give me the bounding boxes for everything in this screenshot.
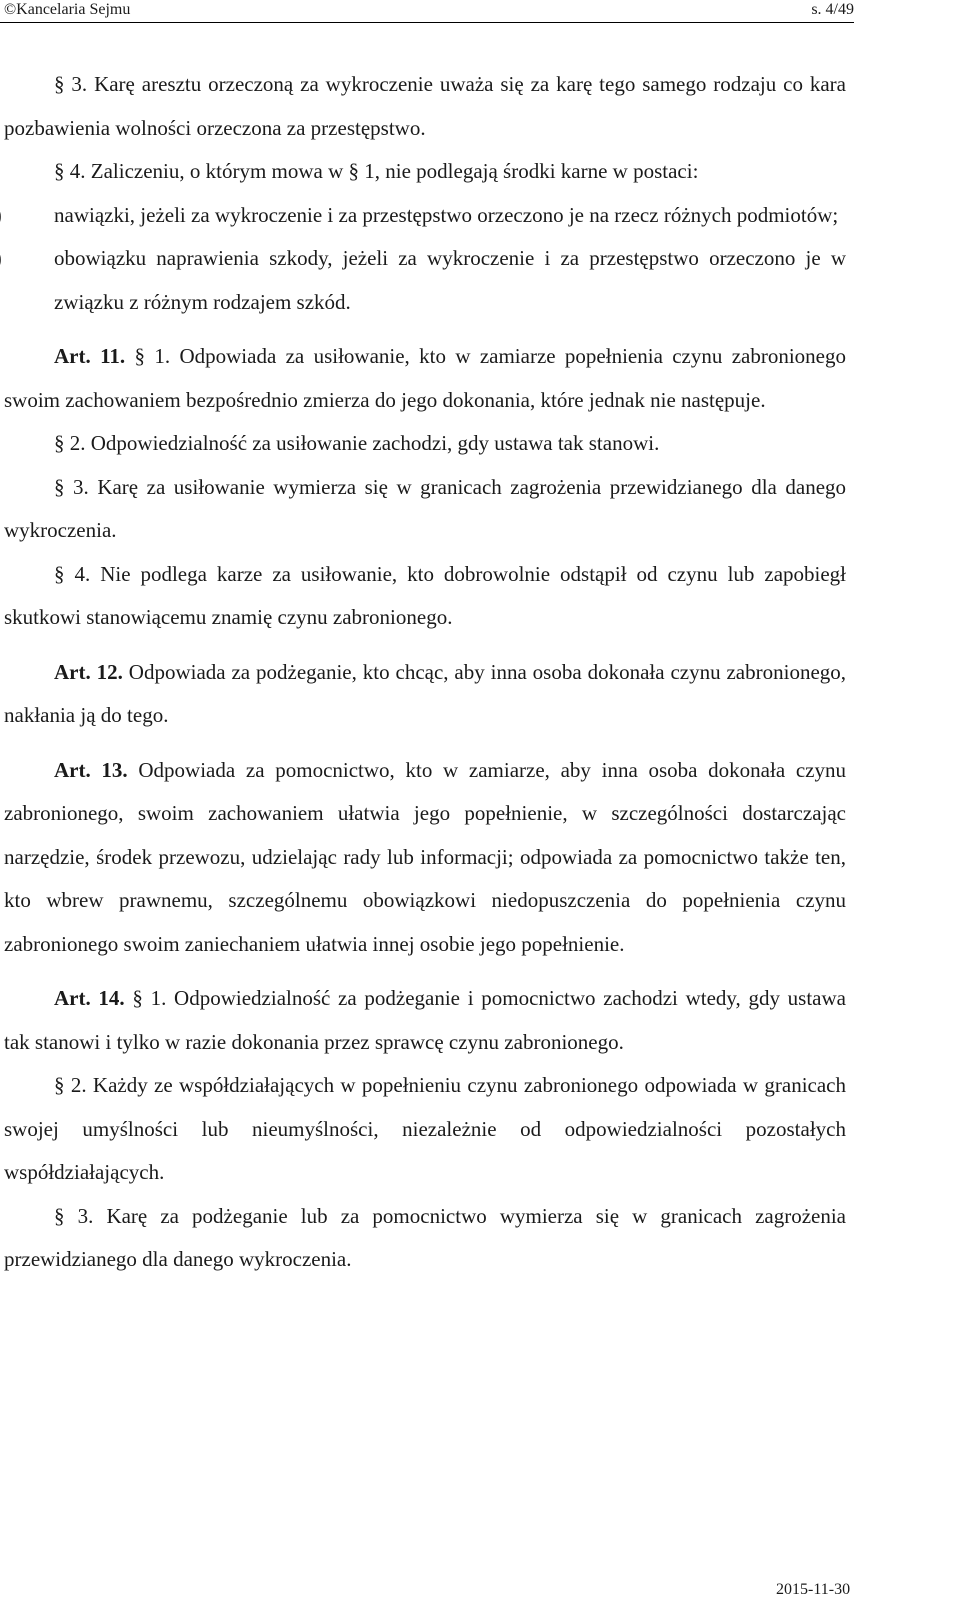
paragraph	[4, 466, 846, 553]
page-header	[0, 0, 854, 23]
paragraph-text: Odpowiada za podżeganie, kto chcąc, aby inna osoba dokonała czynu zabronionego, nakłania ją do tego.	[4, 659, 847, 727]
paragraph-number: § 4.	[54, 159, 86, 183]
paragraph	[4, 553, 846, 640]
list-item	[4, 194, 846, 238]
document-body	[4, 63, 846, 1282]
paragraph-number: § 3.	[54, 474, 89, 499]
article-label: Art. 14.	[54, 986, 125, 1010]
paragraph-text: Odpowiedzialność za podżeganie i pomocnictwo zachodzi wtedy, gdy ustawa tak stanowi i tylko w razie dokonania przez sprawcę czynu zabronionego.	[4, 986, 846, 1054]
paragraph	[4, 63, 846, 150]
paragraph-text: Zaliczeniu, o którym mowa w § 1, nie podlegają środki karne w postaci:	[90, 159, 699, 183]
paragraph-number: § 2.	[54, 1073, 87, 1097]
paragraph-text: Odpowiada za usiłowanie, kto w zamiarze popełnienia czynu zabronionego swoim zachowaniem bezpośrednio zmierza do jego dokonania, które jednak nie następuje.	[4, 344, 847, 412]
paragraph-text: Odpowiada za pomocnictwo, kto w zamiarze, aby inna osoba dokonała czynu zabronionego, swoim zachowaniem ułatwia jego popełnienie, w szczególności dostarczając narzędzie, środek przewozu, udzielając rady lub informacji; odpowiada za pomocnictwo także ten, kto wbrew prawnemu, szczególnemu obowiązkowi niedopuszczenia do popełnienia czynu zabronionego swoim zaniechaniem ułatwia innej osobie jego popełnienie.	[4, 757, 846, 956]
list-item	[4, 237, 846, 324]
paragraph-number: § 3.	[54, 72, 88, 96]
article-11	[4, 335, 846, 422]
list-item-number	[4, 194, 32, 238]
paragraph-number: § 2.	[54, 431, 86, 455]
paragraph-number: § 3.	[54, 1203, 94, 1228]
article-13	[4, 749, 846, 967]
paragraph-number: § 1.	[134, 344, 171, 368]
paragraph	[4, 150, 846, 194]
article-label: Art. 11.	[54, 344, 126, 368]
article-12	[4, 651, 846, 738]
paragraph	[4, 1064, 846, 1195]
footer-date: 2015-11-30	[776, 1581, 851, 1598]
article-label: Art. 12.	[54, 659, 123, 684]
paragraph-text: Odpowiedzialność za usiłowanie zachodzi, gdy ustawa tak stanowi.	[90, 431, 660, 455]
list-item-number	[4, 237, 32, 281]
list-item-text: obowiązku naprawienia szkody, jeżeli za wykroczenie i za przestępstwo orzeczono je w związku z różnym rodzajem szkód.	[54, 246, 846, 314]
paragraph-text: Karę za podżeganie lub za pomocnictwo wymierza się w granicach zagrożenia przewidzianego dla danego wykroczenia.	[4, 1203, 847, 1271]
paragraph	[4, 422, 846, 466]
source-label: ©Kancelaria Sejmu	[4, 1, 131, 18]
paragraph-text: Nie podlega karze za usiłowanie, kto dobrowolnie odstąpił od czynu lub zapobiegł skutkowi stanowiącemu znamię czynu zabronionego.	[4, 561, 847, 629]
page-number: s. 4/49	[811, 1, 854, 18]
list-item-text: nawiązki, jeżeli za wykroczenie i za przestępstwo orzeczono je na rzecz różnych podmiotów;	[54, 202, 839, 227]
paragraph-number: § 4.	[54, 561, 91, 586]
paragraph-text: Każdy ze współdziałających w popełnieniu czynu zabronionego odpowiada w granicach swojej umyślności lub nieumyślności, niezależnie od odpowiedzialności pozostałych współdziałających.	[4, 1073, 847, 1184]
article-label: Art. 13.	[54, 757, 128, 782]
paragraph-number: § 1.	[132, 986, 167, 1010]
article-14	[4, 977, 846, 1064]
paragraph-text: Karę aresztu orzeczoną za wykroczenie uważa się za karę tego samego rodzaju co kara pozbawienia wolności orzeczona za przestępstwo.	[4, 72, 847, 140]
paragraph-text: Karę za usiłowanie wymierza się w granicach zagrożenia przewidzianego dla danego wykroczenia.	[4, 474, 847, 542]
paragraph	[4, 1195, 846, 1282]
